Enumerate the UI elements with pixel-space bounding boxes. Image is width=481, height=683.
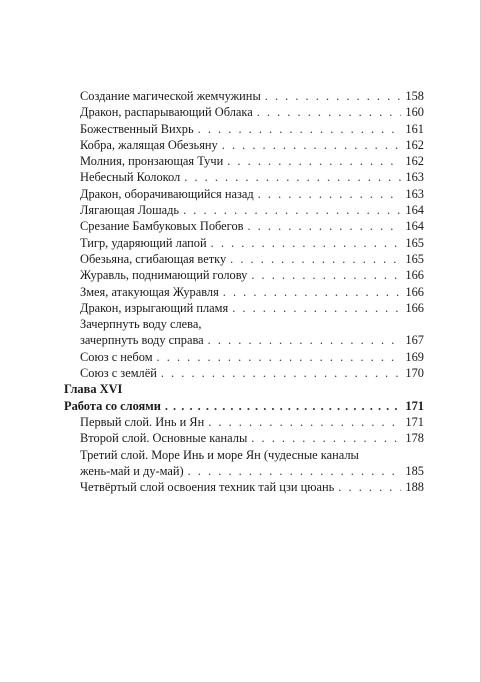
toc-entry (64, 235, 424, 251)
toc-entry (64, 88, 424, 104)
toc-entry (64, 251, 424, 267)
toc-entry-page: 165 (405, 235, 424, 250)
chapter-title: Работа со слоями (64, 398, 161, 413)
toc-entry-page: 162 (405, 154, 424, 169)
toc-entry-page: 164 (405, 203, 424, 218)
toc-entry-title: Молния, пронзающая Тучи (80, 154, 224, 169)
toc-entry-multiline (64, 316, 424, 349)
toc-entry-title: Журавль, поднимающий голову (80, 268, 248, 283)
toc-entry-title: Дракон, оборачивающийся назад (80, 186, 254, 201)
toc-entry (64, 202, 424, 218)
dot-leader (223, 284, 402, 300)
toc-entry-page: 178 (405, 431, 424, 446)
toc-entry-title-line: жень-май и ду-май) (80, 463, 184, 478)
toc-entry-page: 166 (405, 268, 424, 283)
toc-entry-page: 163 (405, 170, 424, 185)
toc-entry-page: 161 (405, 121, 424, 136)
dot-leader (258, 186, 402, 202)
dot-leader (338, 479, 401, 495)
toc-entry (64, 284, 424, 300)
toc-entry-title: Второй слой. Основные каналы (80, 431, 248, 446)
toc-entry (64, 479, 424, 495)
toc-entry (64, 414, 424, 430)
toc-entry-page: 164 (405, 219, 424, 234)
toc-entry-title: Божественный Вихрь (80, 121, 194, 136)
toc-entry-title: Первый слой. Инь и Ян (80, 414, 205, 429)
toc-entry-title-line: зачерпнуть воду справа (80, 333, 204, 348)
dot-leader (257, 104, 402, 120)
toc-entry (64, 137, 424, 153)
dot-leader (161, 365, 402, 381)
toc-entry-title: Кобра, жалящая Обезьяну (80, 137, 218, 152)
toc-entry-title: Создание магической жемчужины (80, 89, 261, 103)
dot-leader (265, 88, 402, 104)
toc-entry-page: 166 (405, 300, 424, 315)
table-of-contents (64, 88, 424, 495)
dot-leader (208, 414, 401, 430)
dot-leader (251, 267, 401, 283)
dot-leader (227, 153, 401, 169)
chapter-label: Глава XVI (64, 382, 123, 397)
toc-entry-title: Союз с землёй (80, 366, 157, 381)
chapter-page: 171 (405, 398, 424, 413)
toc-entry (64, 349, 424, 365)
toc-entry-page: 171 (405, 414, 424, 429)
toc-entry-page: 160 (405, 105, 424, 120)
toc-entry (64, 169, 424, 185)
toc-entry (64, 153, 424, 169)
dot-leader (248, 218, 402, 234)
toc-entry-page: 169 (405, 349, 424, 364)
toc-entry-page: 163 (405, 186, 424, 201)
dot-leader (157, 349, 402, 365)
toc-entry (64, 218, 424, 234)
dot-leader (188, 463, 402, 479)
toc-entry-title: Тигр, ударяющий лапой (80, 235, 207, 250)
toc-entry-title: Срезание Бамбуковых Побегов (80, 219, 244, 234)
toc-entry-page: 167 (405, 333, 424, 348)
dot-leader (251, 430, 401, 446)
toc-entry (64, 104, 424, 120)
toc-entry (64, 121, 424, 137)
toc-entry-title: Змея, атакующая Журавля (80, 284, 219, 299)
toc-entry-title: Лягающая Лошадь (80, 203, 180, 218)
dot-leader (198, 121, 402, 137)
dot-leader (211, 235, 402, 251)
toc-entry (64, 186, 424, 202)
toc-entry-page: 162 (405, 137, 424, 152)
toc-entry-title: Союз с небом (80, 349, 153, 364)
dot-leader (184, 169, 401, 185)
toc-entry-title: Четвёртый слой освоения техник тай цзи цюань (80, 480, 335, 495)
chapter-heading (64, 381, 424, 414)
dot-leader (222, 137, 402, 153)
toc-entry-page: 188 (405, 480, 424, 495)
toc-entry (64, 430, 424, 446)
toc-entry (64, 267, 424, 283)
toc-entry-title: Дракон, распарывающий Облака (80, 105, 253, 120)
toc-entry-page: 166 (405, 284, 424, 299)
toc-entry-multiline (64, 447, 424, 480)
toc-entry (64, 300, 424, 316)
toc-entry-page: 165 (405, 251, 424, 266)
toc-entry-page: 170 (405, 366, 424, 381)
toc-entry-page: 185 (405, 463, 424, 478)
dot-leader (183, 202, 401, 218)
toc-entry-title: Дракон, изрыгающий пламя (80, 300, 229, 315)
toc-entry-page: 158 (405, 89, 424, 103)
toc-entry (64, 365, 424, 381)
toc-entry-title-line: Зачерпнуть воду слева, (80, 317, 202, 332)
toc-entry-title-line: Третий слой. Море Инь и море Ян (чудесные каналы (80, 447, 359, 462)
toc-entry-title: Небесный Колокол (80, 170, 181, 185)
dot-leader (230, 251, 401, 267)
dot-leader (232, 300, 401, 316)
dot-leader (208, 332, 402, 348)
dot-leader (165, 398, 402, 414)
toc-entry-title: Обезьяна, сгибающая ветку (80, 251, 227, 266)
